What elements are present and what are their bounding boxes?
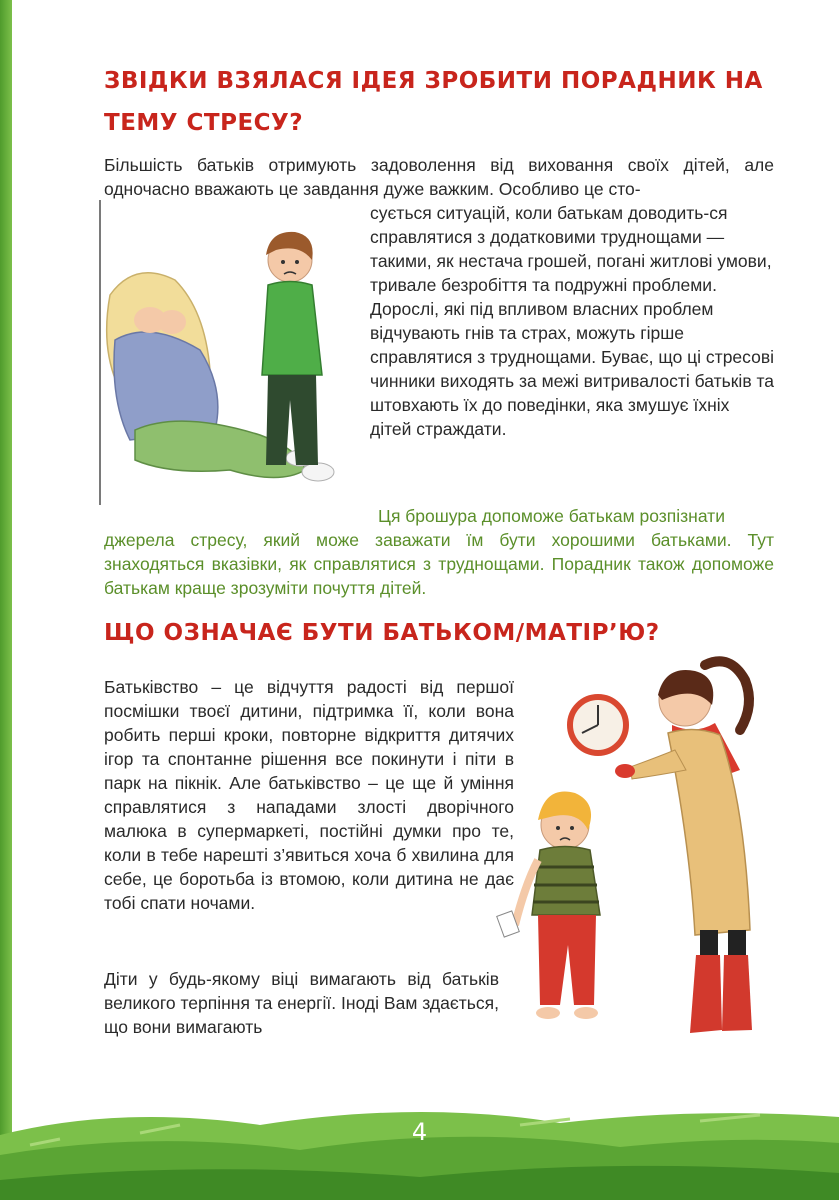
green-page-edge: [0, 0, 12, 1200]
section2-paragraph-1: Батьківство – це відчуття радості від першої посмішки твоєї дитини, підтримка її, коли вона робить перші кроки, повторне відкриття дитячих ігор та спонтанне рішення все покинути і піти в парк на пікнік. Але батьківство – це ще й уміння справлятися з нападами злості дворічного малюка в супермаркеті, постійні думки про те, коли в тебе нарешті з’явиться хоча б хвилина для себе, це боротьба із втомою, коли дитина не дає тобі спати ночами.: [104, 677, 514, 913]
section1-paragraph-intro: Більшість батьків отримують задоволення від виховання своїх дітей, але одночасно вважають це завдання дуже важким. Особливо це сто-: [104, 155, 774, 199]
section1-heading: ЗВІДКИ ВЗЯЛАСЯ ІДЕЯ ЗРОБИТИ ПОРАДНИК НА ТЕМУ СТРЕСУ?: [104, 68, 763, 136]
grass-footer-decoration: [0, 1095, 839, 1200]
section1-green-paragraph: джерела стресу, який може заважати їм бути хорошими батьками. Тут знаходяться вказівки, як справлятися з труднощами. Порадник також допоможе батькам краще зрозуміти почуття дітей.: [104, 530, 774, 598]
section1-paragraph-right: сується ситуацій, коли батькам доводить-ся справлятися з додатковими труднощами — такими, як нестача грошей, погані житлові умови, тривале безробіття та подружні проблеми. Дорослі, які під впливом власних проблем відчувають гнів та страх, можуть гірше справлятися з труднощами. Буває, що ці стресові чинники виходять за межі витривалості батьків та штовхають їх до поведінки, яка змушує їхніх дітей страждати.: [370, 203, 775, 439]
stressed-mother-boy-illustration: [90, 200, 340, 510]
page-number: 4: [411, 1118, 428, 1146]
angry-mother-child-illustration: [490, 645, 800, 1045]
section1-green-line: Ця брошура допоможе батькам розпізнати: [378, 506, 725, 526]
section2-paragraph-2: Діти у будь-якому віці вимагають від батьків великого терпіння та енергії. Іноді Вам здається, що вони вимагають: [104, 969, 499, 1037]
section2-heading: ЩО ОЗНАЧАЄ БУТИ БАТЬКОМ/МАТІР’Ю?: [104, 620, 660, 646]
